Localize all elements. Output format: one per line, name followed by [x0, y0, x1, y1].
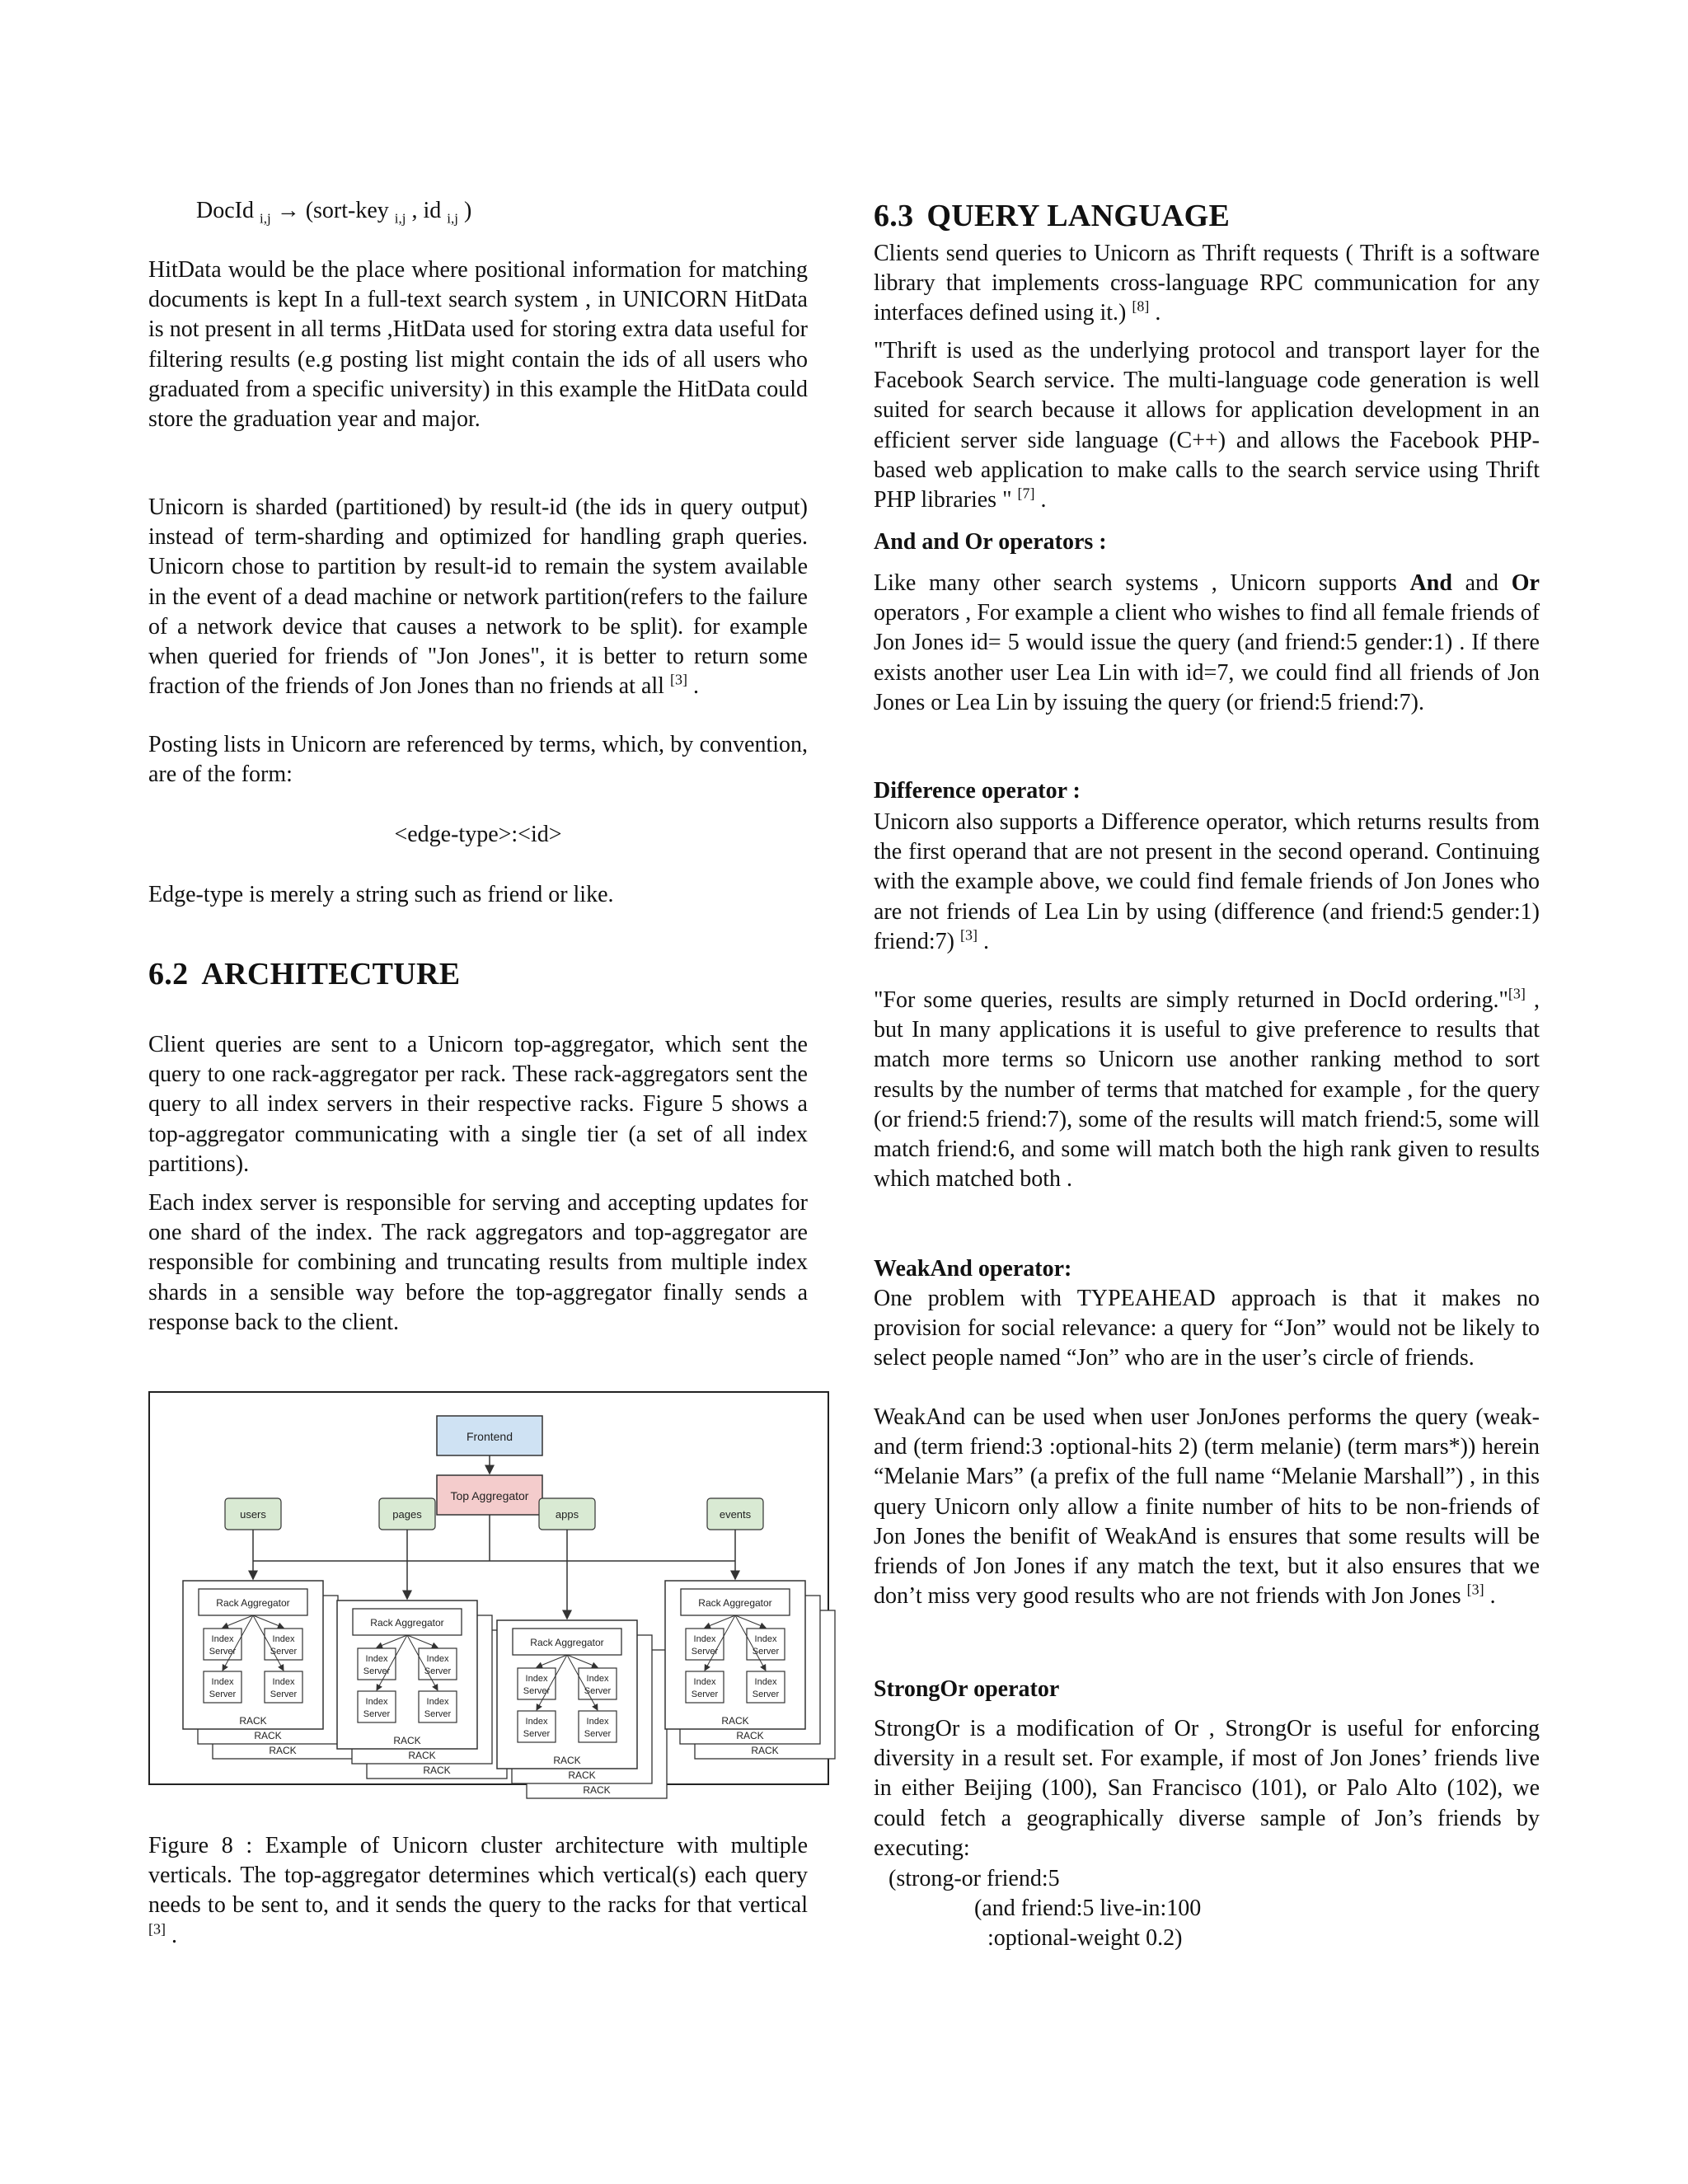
- index-server-label: Index: [365, 1654, 388, 1664]
- index-server-label: Index: [586, 1717, 609, 1727]
- query-line-1: (strong-or friend:5: [889, 1866, 1060, 1891]
- index-server-label: Server: [424, 1666, 452, 1676]
- section-title: QUERY LANGUAGE: [926, 199, 1231, 233]
- sortkey-subscript: i,j: [394, 210, 406, 227]
- edge-form: <edge-type>:<id>: [394, 822, 562, 847]
- clients-end: .: [1155, 300, 1161, 326]
- andor-text-1: Like many other search systems , Unicorn supports: [874, 570, 1410, 596]
- figure-caption: [148, 1831, 808, 1951]
- clients-text: Clients send queries to Unicorn as Thrift requests ( Thrift is a software library that implements cross-language RPC communication for any interfaces defined using it.): [874, 241, 1540, 326]
- section-heading-query-language: [874, 198, 1230, 234]
- vertical-label-users: users: [240, 1508, 266, 1521]
- index-server-label: Server: [363, 1709, 391, 1719]
- weakand-text: WeakAnd can be used when user JonJones performs the query (weak-and (term friend:3 :optional-hits 2) (term melanie) (term mars*)) herein “Melanie Mars” (a prefix of the full name “Melanie Marshall”) , in this query Unicorn only allow a finite number of hits to be non-friends of Jon Jones the benifit of WeakAnd is ensures that some results will be friends of Jon Jones if any match the text, but it also ensures that we don’t miss very good results who are not friends with Jon Jones: [874, 1404, 1540, 1610]
- rack-label: RACK: [269, 1745, 297, 1756]
- heading-difference: Difference operator :: [874, 778, 1081, 804]
- id-subscript: i,j: [447, 210, 458, 227]
- paragraph-weakand-2: [874, 1403, 1540, 1611]
- index-server-label: Index: [754, 1677, 777, 1687]
- difference-ref: [3]: [959, 926, 978, 944]
- docid-comma: , id: [411, 198, 442, 223]
- rack-label: RACK: [254, 1730, 282, 1741]
- heading-strongor: StrongOr operator: [874, 1676, 1060, 1702]
- thrift-ref: [7]: [1017, 485, 1035, 502]
- difference-text: Unicorn also supports a Difference operator, which returns results from the first operand that are not present in the second operand. Continuing with the example above, we could find female friends of Jon Jones who are not friends of Lea Lin by using (difference (and friend:5 gender:1) friend:7): [874, 809, 1540, 954]
- paragraph-each-index: Each index server is responsible for serving and accepting updates for one shard of the index. The rack aggregators and top-aggregator are responsible for combining and truncating results from multiple index shards in a sensible way before the top-aggregator finally sends a response back to the client.: [148, 1190, 808, 1335]
- paragraph-weakand-1: One problem with TYPEAHEAD approach is that it makes no provision for social relevance: a query for “Jon” would not be likely to select people named “Jon” who are in the user’s circle of friends.: [874, 1286, 1540, 1371]
- section-title: ARCHITECTURE: [201, 957, 461, 991]
- rack-label: RACK: [423, 1765, 451, 1776]
- difference-end: .: [982, 928, 989, 954]
- index-server-label: Index: [754, 1634, 777, 1644]
- query-line-3: :optional-weight 0.2): [987, 1925, 1183, 1951]
- paragraph-posting: Posting lists in Unicorn are referenced by terms, which, by convention, are of the form:: [148, 732, 808, 788]
- rack-label: RACK: [393, 1735, 421, 1746]
- index-server-label: Server: [424, 1709, 452, 1719]
- index-server-label: Server: [363, 1666, 391, 1676]
- or-keyword: Or: [1511, 570, 1540, 596]
- query-line-2: (and friend:5 live-in:100: [974, 1896, 1202, 1921]
- section-number: 6.2: [148, 957, 189, 991]
- heading-and-or: And and Or operators :: [874, 529, 1107, 555]
- paragraph-clients: [874, 239, 1540, 329]
- rack-label: RACK: [583, 1784, 611, 1796]
- index-server-label: Index: [426, 1697, 449, 1707]
- rack-label: RACK: [568, 1769, 596, 1781]
- rack-aggregator-label: Rack Aggregator: [698, 1597, 772, 1609]
- section-heading-architecture: [148, 956, 460, 992]
- index-server-label: Index: [525, 1717, 548, 1727]
- index-server-label: Server: [752, 1690, 780, 1699]
- caption-text: Figure 8 : Example of Unicorn cluster architecture with multiple verticals. The top-aggregator determines which vertical(s) each query needs to be sent to, and it sends the query to the racks for that vertical: [148, 1833, 808, 1919]
- caption-ref: [3]: [148, 1920, 166, 1938]
- vertical-label-apps: apps: [555, 1508, 579, 1521]
- thrift-end: .: [1040, 487, 1047, 513]
- section-number: 6.3: [874, 199, 914, 233]
- and-keyword: And: [1409, 570, 1452, 596]
- andor-text-3: operators , For example a client who wishes to find all female friends of Jon Jones id= 5 would issue the query (and friend:5 gender:1) . If there exists another user Lea Lin with id=7, we could find all friends of Jon Jones or Lea Lin by issuing the query (or friend:5 friend:7).: [874, 600, 1540, 715]
- index-server-label: Server: [584, 1729, 612, 1739]
- heading-weakand: WeakAnd operator:: [874, 1256, 1072, 1282]
- paragraph-difference: [874, 808, 1540, 957]
- caption-end: .: [171, 1922, 177, 1948]
- rack-aggregator-label: Rack Aggregator: [216, 1597, 290, 1609]
- index-server-label: Index: [365, 1697, 388, 1707]
- index-server-label: Server: [691, 1690, 719, 1699]
- weakand-end: .: [1489, 1583, 1496, 1610]
- docid-close: ): [463, 198, 472, 223]
- weakand-ref: [3]: [1466, 1581, 1484, 1598]
- vertical-label-pages: pages: [392, 1508, 422, 1521]
- index-server-label: Index: [525, 1674, 548, 1684]
- rack-label: RACK: [721, 1715, 749, 1727]
- rack-label: RACK: [736, 1730, 764, 1741]
- thrift-text: "Thrift is used as the underlying protocol and transport layer for the Facebook Search service. The multi-language code generation is well suited for search because it allows for application development in an efficient server side language (C++) and allows the Facebook PHP-based web application to make calls to the search service using Thrift PHP libraries ": [874, 338, 1540, 513]
- index-server-label: Server: [209, 1647, 237, 1657]
- rack-aggregator-label: Rack Aggregator: [370, 1617, 444, 1629]
- index-server-label: Index: [272, 1634, 295, 1644]
- vertical-label-events: events: [719, 1508, 752, 1521]
- top-aggregator-label: Top Aggregator: [450, 1489, 529, 1502]
- index-server-label: Server: [270, 1690, 298, 1699]
- index-server-label: Server: [523, 1686, 551, 1696]
- index-server-label: Index: [693, 1677, 716, 1687]
- rack-aggregator-label: Rack Aggregator: [530, 1637, 604, 1648]
- paragraph-ranking: [874, 986, 1540, 1194]
- index-server-label: Server: [752, 1647, 780, 1657]
- rack-label: RACK: [751, 1745, 779, 1756]
- index-server-label: Index: [211, 1634, 234, 1644]
- paragraph-and-or: [874, 569, 1540, 718]
- ranking-text-1: "For some queries, results are simply returned in DocId ordering.": [874, 987, 1508, 1013]
- index-server-label: Index: [211, 1677, 234, 1687]
- index-server-label: Server: [523, 1729, 551, 1739]
- docid-term: DocId: [196, 198, 254, 223]
- andor-text-2: and: [1451, 570, 1512, 596]
- sharded-ref: [3]: [669, 671, 687, 688]
- rack-label: RACK: [408, 1750, 436, 1761]
- index-server-label: Index: [586, 1674, 609, 1684]
- architecture-figure: [148, 1391, 829, 1796]
- sharded-text: Unicorn is sharded (partitioned) by result-id (the ids in query output) instead of term-sharding and optimized for handling graph queries. Unicorn chose to partition by result-id to remain the system available in the event of a dead machine or network partition(refers to the failure of a network device that causes a network to be split). for example when queried for friends of "Jon Jones", it is better to return some fraction of the friends of Jon Jones than no friends at all: [148, 494, 808, 700]
- ranking-text-2: , but In many applications it is useful to give preference to results that match more terms so Unicorn use another ranking method to sort results by the number of terms that matched for example , for the query (or friend:5 friend:7), some of the results will match friend:5, some will match friend:6, and some will match both the high rank given to results which matched both .: [874, 987, 1540, 1193]
- index-server-label: Server: [584, 1686, 612, 1696]
- index-server-label: Index: [693, 1634, 716, 1644]
- index-server-label: Server: [691, 1647, 719, 1657]
- index-server-label: Index: [426, 1654, 449, 1664]
- paragraph-edgetype: Edge-type is merely a string such as friend or like.: [148, 882, 614, 907]
- paragraph-strongor: StrongOr is a modification of Or , StrongOr is useful for enforcing diversity in a result set. For example, if most of Jon Jones’ friends live in either Beijing (100), San Francisco (101), or Palo Alto (102), we could fetch a geographically diverse sample of Jon’s friends by executing:: [874, 1716, 1540, 1861]
- rack-label: RACK: [553, 1755, 581, 1766]
- index-server-label: Server: [209, 1690, 237, 1699]
- docid-arrow: → (sort-key: [276, 198, 389, 223]
- architecture-diagram: [150, 1393, 828, 1796]
- docid-formula: [196, 196, 471, 226]
- sharded-end: .: [692, 673, 699, 700]
- paragraph-thrift: [874, 336, 1540, 515]
- frontend-label: Frontend: [466, 1430, 513, 1443]
- paragraph-sharded: [148, 493, 808, 701]
- rack-label: RACK: [239, 1715, 267, 1727]
- ranking-ref: [3]: [1507, 985, 1526, 1002]
- index-server-label: Server: [270, 1647, 298, 1657]
- paragraph-client-queries: Client queries are sent to a Unicorn top-aggregator, which sent the query to one rack-aggregator per rack. These rack-aggregators sent the query to all index servers in their respective racks. Figure 5 shows a top-aggregator communicating with a single tier (a set of all index partitions).: [148, 1032, 808, 1177]
- clients-ref: [8]: [1132, 298, 1150, 316]
- index-server-label: Index: [272, 1677, 295, 1687]
- paragraph-hitdata: HitData would be the place where positional information for matching documents is kept In a full-text search system , in UNICORN HitData is not present in all terms ,HitData used for storing extra data useful for filtering results (e.g posting list might contain the ids of all users who graduated from a specific university) in this example the HitData could store the graduation year and major.: [148, 257, 808, 433]
- docid-subscript: i,j: [259, 210, 271, 227]
